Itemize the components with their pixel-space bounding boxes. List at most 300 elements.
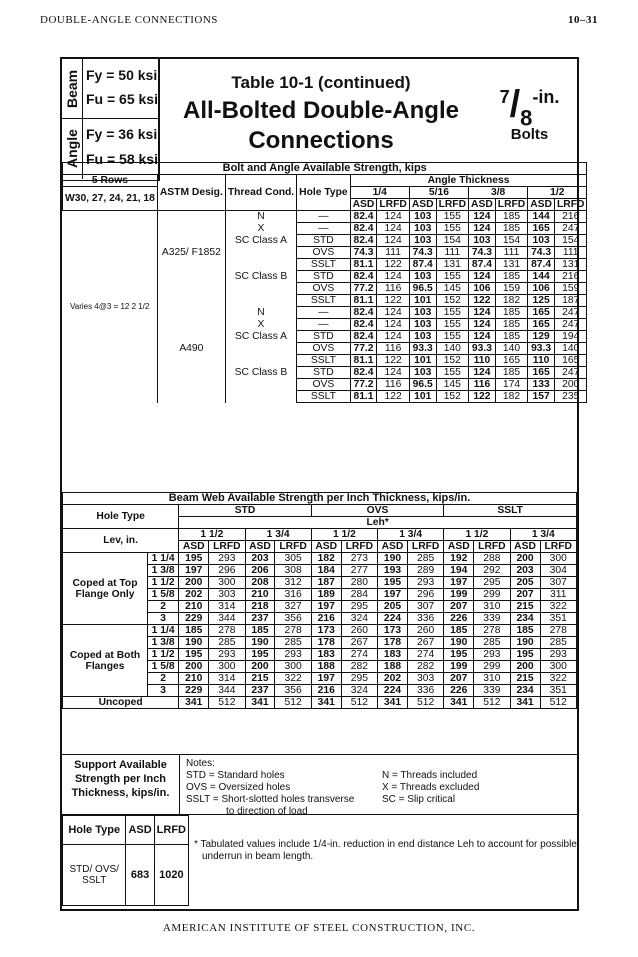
value-cell: 110 xyxy=(469,355,496,367)
value-cell: 155 xyxy=(436,211,468,223)
lrfd-header: LRFD xyxy=(341,541,377,553)
value-cell: 215 xyxy=(510,673,540,685)
value-cell: 82.4 xyxy=(350,211,377,223)
value-cell: 288 xyxy=(474,553,510,565)
value-cell: 194 xyxy=(444,565,474,577)
value-cell: 96.5 xyxy=(409,283,436,295)
thread-cell: N xyxy=(225,307,296,319)
value-cell: 293 xyxy=(209,553,245,565)
value-cell: 205 xyxy=(378,601,408,613)
cope-condition: Coped at Top Flange Only xyxy=(63,553,148,625)
value-cell: 216 xyxy=(554,211,586,223)
hole-cell: SSLT xyxy=(297,295,350,307)
value-cell: 216 xyxy=(311,685,341,697)
value-cell: 165 xyxy=(528,319,555,331)
hole-types: STD/ OVS/ SSLT xyxy=(63,845,126,906)
value-cell: 122 xyxy=(377,295,409,307)
value-cell: 512 xyxy=(341,697,377,709)
value-cell: 218 xyxy=(245,601,275,613)
angle-label: Angle xyxy=(64,129,80,169)
table-row xyxy=(63,553,577,565)
value-cell: 341 xyxy=(510,697,540,709)
value-cell: 173 xyxy=(378,625,408,637)
value-cell: 336 xyxy=(407,613,443,625)
bolt-angle-strength-table xyxy=(62,162,587,403)
value-cell: 282 xyxy=(407,661,443,673)
value-cell: 140 xyxy=(436,343,468,355)
value-cell: 193 xyxy=(378,565,408,577)
hole-cell: — xyxy=(297,307,350,319)
value-cell: 192 xyxy=(444,553,474,565)
bolt-size: $^7/_8^{-in.}$ xyxy=(499,83,560,131)
value-cell: 81.1 xyxy=(350,295,377,307)
value-cell: 187 xyxy=(311,577,341,589)
hole-cell: STD xyxy=(297,235,350,247)
value-cell: 122 xyxy=(377,259,409,271)
value-cell: 165 xyxy=(528,307,555,319)
value-cell: 122 xyxy=(469,391,496,403)
value-cell: 185 xyxy=(179,625,209,637)
lev-header: Lev, in. xyxy=(63,529,179,553)
rows-label: 5 Rows xyxy=(63,175,158,187)
value-cell: 277 xyxy=(341,565,377,577)
value-cell: 82.4 xyxy=(350,331,377,343)
value-cell: 208 xyxy=(245,577,275,589)
hole-cell: OVS xyxy=(297,283,350,295)
value-cell: 215 xyxy=(245,673,275,685)
value-cell: 226 xyxy=(444,613,474,625)
value-cell: 215 xyxy=(510,601,540,613)
value-cell: 512 xyxy=(474,697,510,709)
beam-fy: Fy = 50 ksi xyxy=(86,67,158,83)
value-cell: 310 xyxy=(474,601,510,613)
table-number: Table 10-1 (continued) xyxy=(231,73,411,92)
value-cell: 116 xyxy=(377,343,409,355)
hole-type-header: Hole Type xyxy=(63,505,179,529)
value-cell: 199 xyxy=(444,661,474,673)
value-cell: 190 xyxy=(510,637,540,649)
value-cell: 308 xyxy=(275,565,311,577)
value-cell: 124 xyxy=(377,223,409,235)
value-cell: 144 xyxy=(528,271,555,283)
value-cell: 144 xyxy=(528,211,555,223)
value-cell: 140 xyxy=(554,343,586,355)
value-cell: 267 xyxy=(407,637,443,649)
value-cell: 216 xyxy=(311,613,341,625)
value-cell: 341 xyxy=(245,697,275,709)
thread-cell: SC Class B xyxy=(225,367,296,379)
value-cell: 111 xyxy=(495,247,527,259)
value-cell: 93.3 xyxy=(528,343,555,355)
value-cell: 195 xyxy=(510,649,540,661)
value-cell: 124 xyxy=(377,331,409,343)
value-cell: 152 xyxy=(436,391,468,403)
asd-header: ASD xyxy=(179,541,209,553)
lev-cell: 1 1/2 xyxy=(148,649,179,661)
value-cell: 206 xyxy=(245,565,275,577)
thickness-header: 3/8 xyxy=(469,187,528,199)
lev-cell: 1 1/2 xyxy=(148,577,179,589)
value-cell: 344 xyxy=(209,613,245,625)
value-cell: 133 xyxy=(528,379,555,391)
value-cell: 289 xyxy=(407,565,443,577)
lev-cell: 1 5/8 xyxy=(148,589,179,601)
angle-fy: Fy = 36 ksi xyxy=(86,126,158,142)
value-cell: 293 xyxy=(209,649,245,661)
thread-cell: SC Class A xyxy=(225,235,296,247)
thickness-header: 5/16 xyxy=(409,187,468,199)
value-cell: 210 xyxy=(179,601,209,613)
value-cell: 131 xyxy=(495,259,527,271)
value-cell: 190 xyxy=(179,637,209,649)
value-cell: 310 xyxy=(474,673,510,685)
value-cell: 202 xyxy=(378,673,408,685)
thread-cell xyxy=(225,355,296,367)
value-cell: 155 xyxy=(436,367,468,379)
value-cell: 103 xyxy=(469,235,496,247)
value-cell: 190 xyxy=(378,553,408,565)
value-cell: 303 xyxy=(407,673,443,685)
lev-cell: 2 xyxy=(148,601,179,613)
value-cell: 197 xyxy=(179,565,209,577)
value-cell: 188 xyxy=(311,661,341,673)
value-cell: 512 xyxy=(540,697,577,709)
value-cell: 124 xyxy=(377,367,409,379)
value-cell: 234 xyxy=(510,685,540,697)
value-cell: 77.2 xyxy=(350,283,377,295)
value-cell: 159 xyxy=(554,283,586,295)
value-cell: 103 xyxy=(409,211,436,223)
lrfd-header: LRFD xyxy=(495,199,527,211)
value-cell: 101 xyxy=(409,295,436,307)
value-cell: 322 xyxy=(540,673,577,685)
notes-right: N = Threads included X = Threads excluded SC = Slip critical xyxy=(382,770,480,805)
hole-cell: SSLT xyxy=(297,355,350,367)
value-cell: 185 xyxy=(444,625,474,637)
value-cell: 339 xyxy=(474,613,510,625)
angle-fu: Fu = 58 ksi xyxy=(86,151,158,167)
value-cell: 103 xyxy=(409,223,436,235)
asd-header: ASD xyxy=(350,199,377,211)
value-cell: 307 xyxy=(540,577,577,589)
asd-header: ASD xyxy=(245,541,275,553)
value-cell: 205 xyxy=(510,577,540,589)
lev-cell: 1 1/4 xyxy=(148,553,179,565)
value-cell: 82.4 xyxy=(350,319,377,331)
value-cell: 165 xyxy=(495,355,527,367)
value-cell: 273 xyxy=(341,553,377,565)
value-cell: 185 xyxy=(495,331,527,343)
asd-header: ASD xyxy=(378,541,408,553)
value-cell: 81.1 xyxy=(350,259,377,271)
value-cell: 116 xyxy=(469,379,496,391)
main-title-line2: Connections xyxy=(248,127,394,154)
value-cell: 293 xyxy=(474,649,510,661)
astm-cell xyxy=(157,331,225,343)
value-cell: 183 xyxy=(378,649,408,661)
astm-cell xyxy=(157,307,225,319)
thread-header: Thread Cond. xyxy=(225,175,296,211)
value-cell: 197 xyxy=(444,577,474,589)
value-cell: 155 xyxy=(436,271,468,283)
cope-condition: Coped at Both Flanges xyxy=(63,625,148,697)
value-cell: 195 xyxy=(378,577,408,589)
table-frame xyxy=(60,57,585,911)
value-cell: 293 xyxy=(407,577,443,589)
value-cell: 185 xyxy=(495,307,527,319)
value-cell: 295 xyxy=(341,601,377,613)
beam-web-strength-table xyxy=(62,492,577,709)
value-cell: 122 xyxy=(469,295,496,307)
value-cell: 93.3 xyxy=(409,343,436,355)
value-cell: 278 xyxy=(540,625,577,637)
value-cell: 183 xyxy=(311,649,341,661)
value-cell: 82.4 xyxy=(350,367,377,379)
value-cell: 356 xyxy=(275,685,311,697)
value-cell: 74.3 xyxy=(528,247,555,259)
value-cell: 185 xyxy=(495,211,527,223)
value-cell: 185 xyxy=(495,223,527,235)
thread-cell xyxy=(225,391,296,403)
value-cell: 103 xyxy=(409,331,436,343)
value-cell: 356 xyxy=(275,613,311,625)
value-cell: 178 xyxy=(378,637,408,649)
leh-value-header: 1 3/4 xyxy=(378,529,444,541)
value-cell: 96.5 xyxy=(409,379,436,391)
astm-header: ASTM Desig. xyxy=(157,175,225,211)
value-cell: 188 xyxy=(378,661,408,673)
value-cell: 229 xyxy=(179,613,209,625)
value-cell: 81.1 xyxy=(350,355,377,367)
value-cell: 237 xyxy=(245,685,275,697)
value-cell: 87.4 xyxy=(528,259,555,271)
beam-label: Beam xyxy=(64,69,80,109)
value-cell: 106 xyxy=(469,283,496,295)
value-cell: 300 xyxy=(209,661,245,673)
value-cell: 197 xyxy=(311,601,341,613)
value-cell: 229 xyxy=(179,685,209,697)
hole-cell: OVS xyxy=(297,343,350,355)
value-cell: 103 xyxy=(409,235,436,247)
value-cell: 103 xyxy=(409,367,436,379)
value-cell: 512 xyxy=(275,697,311,709)
value-cell: 300 xyxy=(540,553,577,565)
astm-cell xyxy=(157,355,225,367)
thread-cell xyxy=(225,379,296,391)
value-cell: 247 xyxy=(554,223,586,235)
value-cell: 124 xyxy=(377,271,409,283)
value-cell: 203 xyxy=(510,565,540,577)
value-cell: 278 xyxy=(474,625,510,637)
value-cell: 111 xyxy=(554,247,586,259)
value-cell: 159 xyxy=(495,283,527,295)
table-row xyxy=(63,211,587,223)
thread-cell xyxy=(225,283,296,295)
value-cell: 197 xyxy=(311,673,341,685)
asd-value: 683 xyxy=(126,845,154,906)
lev-cell: 2 xyxy=(148,673,179,685)
value-cell: 184 xyxy=(311,565,341,577)
value-cell: 131 xyxy=(554,259,586,271)
value-cell: 157 xyxy=(528,391,555,403)
value-cell: 296 xyxy=(407,589,443,601)
asd-header: ASD xyxy=(444,541,474,553)
value-cell: 82.4 xyxy=(350,271,377,283)
value-cell: 210 xyxy=(179,673,209,685)
value-cell: 200 xyxy=(554,379,586,391)
lrfd-header: LRFD xyxy=(540,541,577,553)
value-cell: 235 xyxy=(554,391,586,403)
value-cell: 195 xyxy=(444,649,474,661)
value-cell: 106 xyxy=(528,283,555,295)
value-cell: 199 xyxy=(444,589,474,601)
value-cell: 124 xyxy=(469,331,496,343)
lev-cell: 3 xyxy=(148,613,179,625)
support-strength-table xyxy=(62,815,189,906)
thread-cell xyxy=(225,247,296,259)
value-cell: 124 xyxy=(469,223,496,235)
value-cell: 260 xyxy=(407,625,443,637)
value-cell: 295 xyxy=(474,577,510,589)
connection-figure: Varies 4@3 = 12 2 1/2 xyxy=(70,302,150,312)
value-cell: 77.2 xyxy=(350,379,377,391)
lev-cell: 1 5/8 xyxy=(148,661,179,673)
value-cell: 314 xyxy=(209,601,245,613)
value-cell: 190 xyxy=(444,637,474,649)
value-cell: 322 xyxy=(540,601,577,613)
value-cell: 122 xyxy=(377,391,409,403)
section-title: Beam Web Available Strength per Inch Thickness, kips/in. xyxy=(63,493,577,505)
value-cell: 293 xyxy=(540,649,577,661)
value-cell: 195 xyxy=(179,553,209,565)
value-cell: 311 xyxy=(540,589,577,601)
main-title-line1: All-Bolted Double-Angle xyxy=(183,97,459,124)
value-cell: 234 xyxy=(510,613,540,625)
value-cell: 185 xyxy=(510,625,540,637)
hole-type-header: Hole Type xyxy=(63,816,126,845)
value-cell: 324 xyxy=(341,613,377,625)
value-cell: 103 xyxy=(528,235,555,247)
value-cell: 307 xyxy=(407,601,443,613)
value-cell: 165 xyxy=(528,223,555,235)
asd-header: ASD xyxy=(409,199,436,211)
value-cell: 200 xyxy=(510,661,540,673)
shape-list: W30, 27, 24, 21, 18 xyxy=(63,187,158,211)
astm-cell xyxy=(157,271,225,283)
value-cell: 285 xyxy=(474,637,510,649)
value-cell: 154 xyxy=(495,235,527,247)
astm-cell xyxy=(157,391,225,403)
value-cell: 124 xyxy=(377,307,409,319)
value-cell: 185 xyxy=(495,319,527,331)
sslt-header: SSLT xyxy=(444,505,577,517)
value-cell: 195 xyxy=(179,649,209,661)
value-cell: 145 xyxy=(436,379,468,391)
value-cell: 274 xyxy=(407,649,443,661)
astm-cell xyxy=(157,235,225,247)
value-cell: 155 xyxy=(436,307,468,319)
lrfd-header: LRFD xyxy=(154,816,188,845)
value-cell: 189 xyxy=(311,589,341,601)
lrfd-header: LRFD xyxy=(377,199,409,211)
lrfd-header: LRFD xyxy=(407,541,443,553)
value-cell: 182 xyxy=(495,391,527,403)
thickness-header: 1/2 xyxy=(528,187,587,199)
value-cell: 155 xyxy=(436,331,468,343)
value-cell: 187 xyxy=(554,295,586,307)
hole-cell: SSLT xyxy=(297,391,350,403)
value-cell: 339 xyxy=(474,685,510,697)
value-cell: 300 xyxy=(209,577,245,589)
value-cell: 351 xyxy=(540,685,577,697)
value-cell: 125 xyxy=(528,295,555,307)
footnote: * Tabulated values include 1/4-in. reduction in end distance Leh to account for possible underrun in beam length. xyxy=(194,839,577,862)
value-cell: 200 xyxy=(245,661,275,673)
astm-cell xyxy=(157,211,225,223)
value-cell: 296 xyxy=(209,565,245,577)
value-cell: 224 xyxy=(378,613,408,625)
section-title: Bolt and Angle Available Strength, kips xyxy=(63,163,587,175)
value-cell: 103 xyxy=(409,307,436,319)
astm-cell: A490 xyxy=(157,343,225,355)
value-cell: 336 xyxy=(407,685,443,697)
value-cell: 316 xyxy=(275,589,311,601)
hole-cell: STD xyxy=(297,331,350,343)
value-cell: 207 xyxy=(510,589,540,601)
bolt-size-block xyxy=(482,59,577,162)
value-cell: 278 xyxy=(275,625,311,637)
ovs-header: OVS xyxy=(311,505,444,517)
hole-cell: OVS xyxy=(297,247,350,259)
value-cell: 341 xyxy=(444,697,474,709)
lrfd-header: LRFD xyxy=(209,541,245,553)
thread-cell: N xyxy=(225,211,296,223)
value-cell: 267 xyxy=(341,637,377,649)
value-cell: 124 xyxy=(469,271,496,283)
value-cell: 314 xyxy=(209,673,245,685)
value-cell: 300 xyxy=(540,661,577,673)
value-cell: 124 xyxy=(469,367,496,379)
value-cell: 203 xyxy=(245,553,275,565)
value-cell: 131 xyxy=(436,259,468,271)
value-cell: 77.2 xyxy=(350,343,377,355)
value-cell: 292 xyxy=(474,565,510,577)
astm-cell xyxy=(157,295,225,307)
hole-cell: OVS xyxy=(297,379,350,391)
value-cell: 322 xyxy=(275,673,311,685)
title-block xyxy=(160,59,482,162)
thread-cell xyxy=(225,259,296,271)
value-cell: 81.1 xyxy=(350,391,377,403)
value-cell: 202 xyxy=(179,589,209,601)
value-cell: 200 xyxy=(510,553,540,565)
astm-cell xyxy=(157,367,225,379)
leh-value-header: 1 1/2 xyxy=(444,529,510,541)
leh-value-header: 1 3/4 xyxy=(245,529,311,541)
value-cell: 124 xyxy=(377,211,409,223)
page-header-right: 10–31 xyxy=(568,14,598,26)
value-cell: 154 xyxy=(554,235,586,247)
value-cell: 274 xyxy=(341,649,377,661)
value-cell: 216 xyxy=(554,271,586,283)
value-cell: 185 xyxy=(245,625,275,637)
value-cell: 185 xyxy=(495,367,527,379)
asd-header: ASD xyxy=(469,199,496,211)
value-cell: 116 xyxy=(377,379,409,391)
angle-thickness-header: Angle Thickness xyxy=(350,175,587,187)
value-cell: 207 xyxy=(444,601,474,613)
value-cell: 74.3 xyxy=(469,247,496,259)
